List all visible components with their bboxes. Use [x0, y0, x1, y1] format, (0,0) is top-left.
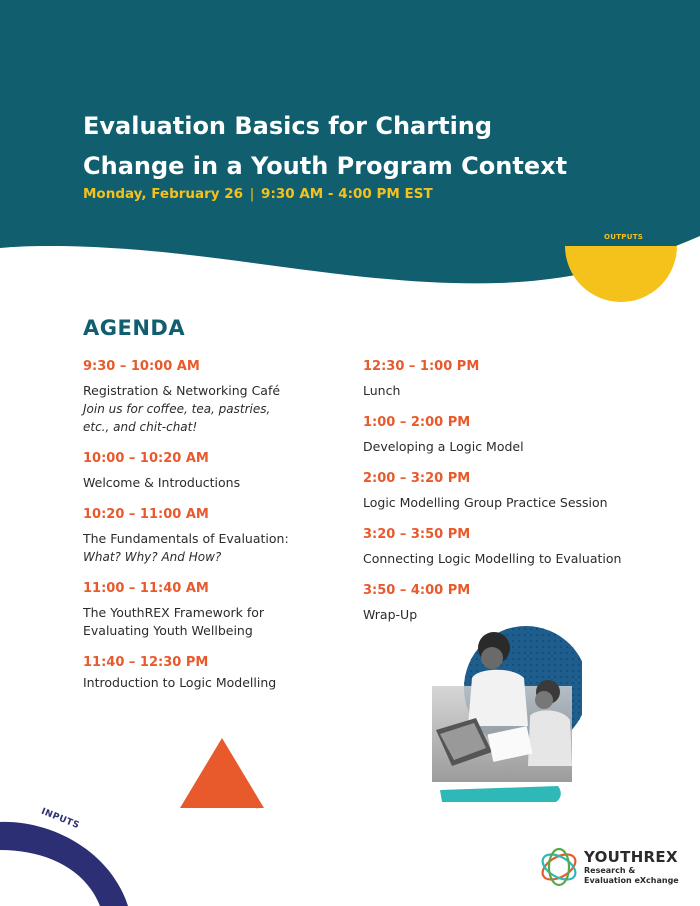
agenda-description: Logic Modelling Group Practice Session [363, 495, 608, 510]
agenda-item [363, 526, 663, 568]
agenda-item [363, 358, 663, 400]
agenda-column-right [363, 358, 663, 638]
agenda-time: 10:00 – 10:20 AM [83, 451, 209, 466]
agenda-note: Join us for coffee, tea, pastries, etc., and chit-chat! [83, 402, 271, 434]
agenda-item [83, 358, 343, 436]
agenda-description: Wrap-Up [363, 607, 418, 622]
agenda-description: Developing a Logic Model [363, 439, 524, 454]
agenda-time: 1:00 – 2:00 PM [363, 415, 471, 430]
datetime-separator: | [249, 186, 255, 202]
agenda-item [363, 582, 663, 624]
agenda-item [363, 470, 663, 512]
agenda-item [83, 506, 343, 566]
event-time: 9:30 AM - 4:00 PM EST [261, 186, 433, 202]
event-title-line1: Evaluation Basics for Charting [83, 112, 493, 140]
agenda-description: Lunch [363, 383, 401, 398]
event-title [83, 106, 603, 186]
agenda-description: The YouthREX Framework for Evaluating Youth Wellbeing [83, 605, 265, 638]
agenda-item [83, 654, 343, 692]
agenda-time: 10:20 – 11:00 AM [83, 507, 209, 522]
agenda-description: The Fundamentals of Evaluation: [83, 531, 289, 546]
agenda-item [83, 580, 343, 640]
event-date: Monday, February 26 [83, 186, 244, 202]
outputs-label: OUTPUTS [604, 233, 644, 241]
logo-wordmark [584, 848, 679, 866]
agenda-time: 11:00 – 11:40 AM [83, 581, 209, 596]
agenda-time: 12:30 – 1:00 PM [363, 359, 480, 374]
logo-subtitle-line1: Research & [584, 866, 636, 875]
logo-subtitle-line2: Evaluation eXchange [584, 876, 679, 885]
agenda-heading: AGENDA [83, 316, 186, 340]
agenda-item [363, 414, 663, 456]
agenda-note: What? Why? And How? [83, 550, 222, 564]
logo-name-rex: REX [643, 848, 678, 866]
agenda-item [83, 450, 343, 492]
agenda-time: 3:50 – 4:00 PM [363, 583, 471, 598]
outcomes-label: OUTCOMES [225, 770, 263, 811]
inputs-label: INPUTS [39, 806, 81, 832]
event-datetime [83, 186, 433, 202]
youthrex-logo-icon [537, 843, 587, 893]
agenda-description: Connecting Logic Modelling to Evaluation [363, 551, 622, 566]
outputs-half-circle [565, 246, 677, 304]
agenda-time: 9:30 – 10:00 AM [83, 359, 200, 374]
youthrex-logo [584, 848, 679, 886]
agenda-time: 2:00 – 3:20 PM [363, 471, 471, 486]
agenda-description: Registration & Networking Café [83, 383, 281, 398]
agenda-description: Welcome & Introductions [83, 475, 241, 490]
agenda-time: 11:40 – 12:30 PM [83, 655, 209, 670]
agenda-time: 3:20 – 3:50 PM [363, 527, 471, 542]
inputs-arc [0, 820, 130, 906]
agenda-column-left [83, 358, 343, 706]
logo-name-youth: YOUTH [584, 848, 644, 866]
event-title-line2: Change in a Youth Program Context [83, 152, 568, 180]
agenda-description: Introduction to Logic Modelling [83, 675, 277, 690]
people-laptop-photo [432, 626, 582, 802]
